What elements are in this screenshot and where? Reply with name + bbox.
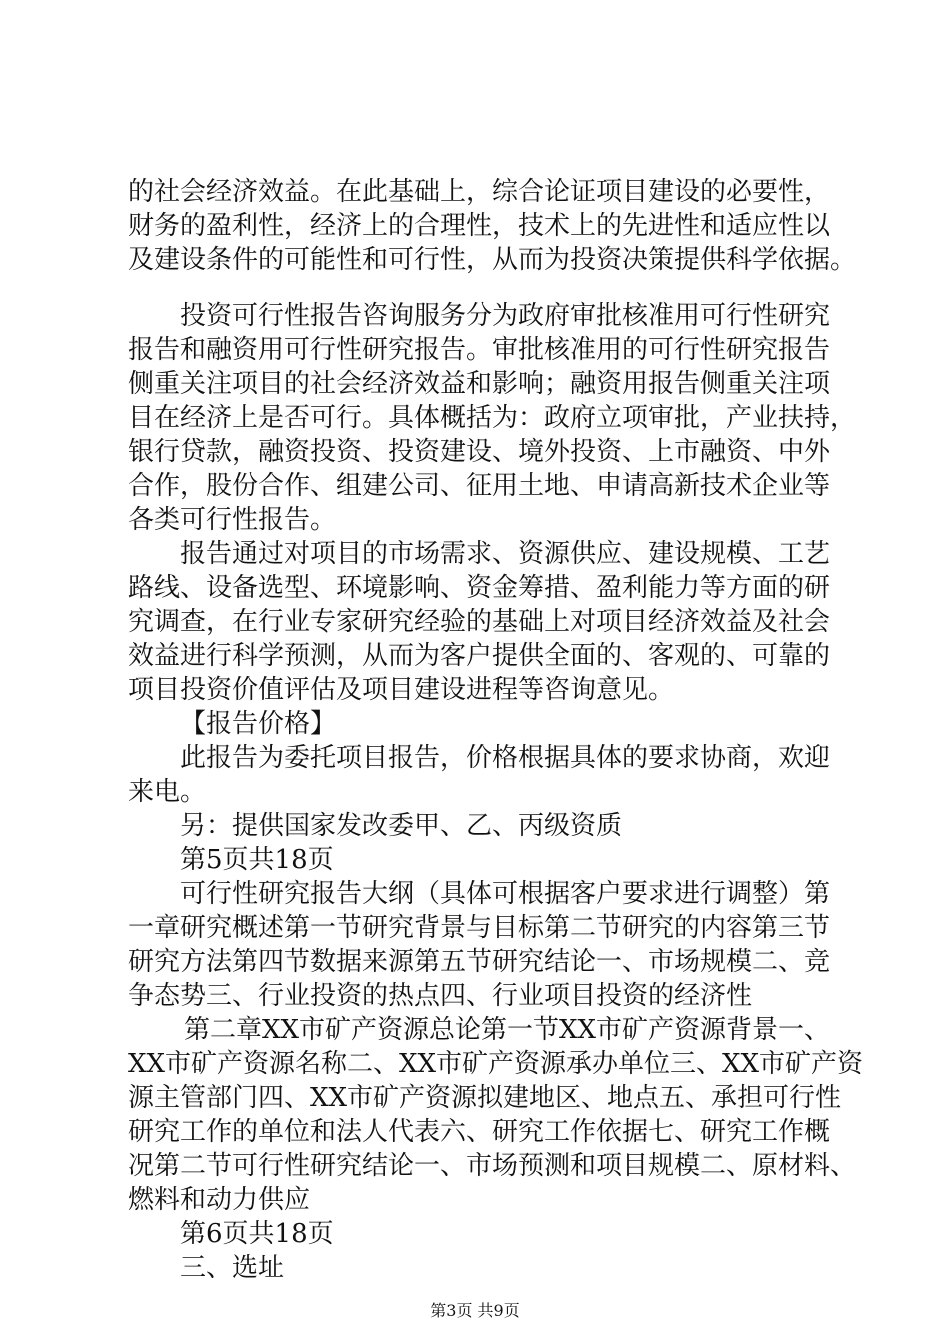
text-line: 报告和融资用可行性研究报告。审批核准用的可行性研究报告	[128, 335, 831, 365]
text-line: 研究方法第四节数据来源第五节研究结论一、市场规模二、竞	[128, 947, 831, 977]
text-line: 投资可行性报告咨询服务分为政府审批核准用可行性研究	[180, 301, 831, 331]
text-line: XX市矿产资源名称二、XX市矿产资源承办单位三、XX市矿产资	[128, 1049, 864, 1079]
text-line: 侧重关注项目的社会经济效益和影响；融资用报告侧重关注项	[128, 369, 831, 399]
page-footer: 第3页 共9页	[430, 1301, 520, 1320]
text-line: 三、选址	[180, 1253, 285, 1283]
section-heading: 【报告价格】	[180, 709, 337, 739]
text-line: 目在经济上是否可行。具体概括为：政府立项审批，产业扶持，	[128, 403, 857, 433]
text-line: 第二章XX市矿产资源总论第一节XX市矿产资源背景一、	[184, 1015, 831, 1045]
inline-page-number: 第6页共18页	[180, 1219, 334, 1249]
text-line: 路线、设备选型、环境影响、资金筹措、盈利能力等方面的研	[128, 573, 831, 603]
text-line: 源主管部门四、XX市矿产资源拟建地区、地点五、承担可行性	[128, 1083, 842, 1113]
text-line: 及建设条件的可能性和可行性，从而为投资决策提供科学依据。	[128, 245, 857, 275]
text-line: 燃料和动力供应	[128, 1185, 311, 1215]
text-line: 的社会经济效益。在此基础上，综合论证项目建设的必要性，	[128, 177, 831, 207]
text-line: 争态势三、行业投资的热点四、行业项目投资的经济性	[128, 981, 753, 1011]
text-line: 况第二节可行性研究结论一、市场预测和项目规模二、原材料、	[128, 1151, 857, 1181]
text-line: 合作，股份合作、组建公司、征用土地、申请高新技术企业等	[128, 471, 831, 501]
text-line: 究调查，在行业专家研究经验的基础上对项目经济效益及社会	[128, 607, 831, 637]
text-line: 研究工作的单位和法人代表六、研究工作依据七、研究工作概	[128, 1117, 831, 1147]
inline-page-number: 第5页共18页	[180, 845, 334, 875]
text-line: 此报告为委托项目报告，价格根据具体的要求协商，欢迎	[180, 743, 831, 773]
text-line: 效益进行科学预测，从而为客户提供全面的、客观的、可靠的	[128, 641, 831, 671]
text-line: 报告通过对项目的市场需求、资源供应、建设规模、工艺	[180, 539, 831, 569]
text-line: 另：提供国家发改委甲、乙、丙级资质	[180, 811, 623, 841]
text-line: 项目投资价值评估及项目建设进程等咨询意见。	[128, 675, 675, 705]
text-line: 财务的盈利性，经济上的合理性，技术上的先进性和适应性以	[128, 211, 831, 241]
text-line: 一章研究概述第一节研究背景与目标第二节研究的内容第三节	[128, 913, 831, 943]
text-line: 来电。	[128, 777, 207, 807]
text-line: 各类可行性报告。	[128, 505, 337, 535]
text-line: 可行性研究报告大纲（具体可根据客户要求进行调整）第	[180, 879, 831, 909]
text-line: 银行贷款，融资投资、投资建设、境外投资、上市融资、中外	[128, 437, 831, 467]
